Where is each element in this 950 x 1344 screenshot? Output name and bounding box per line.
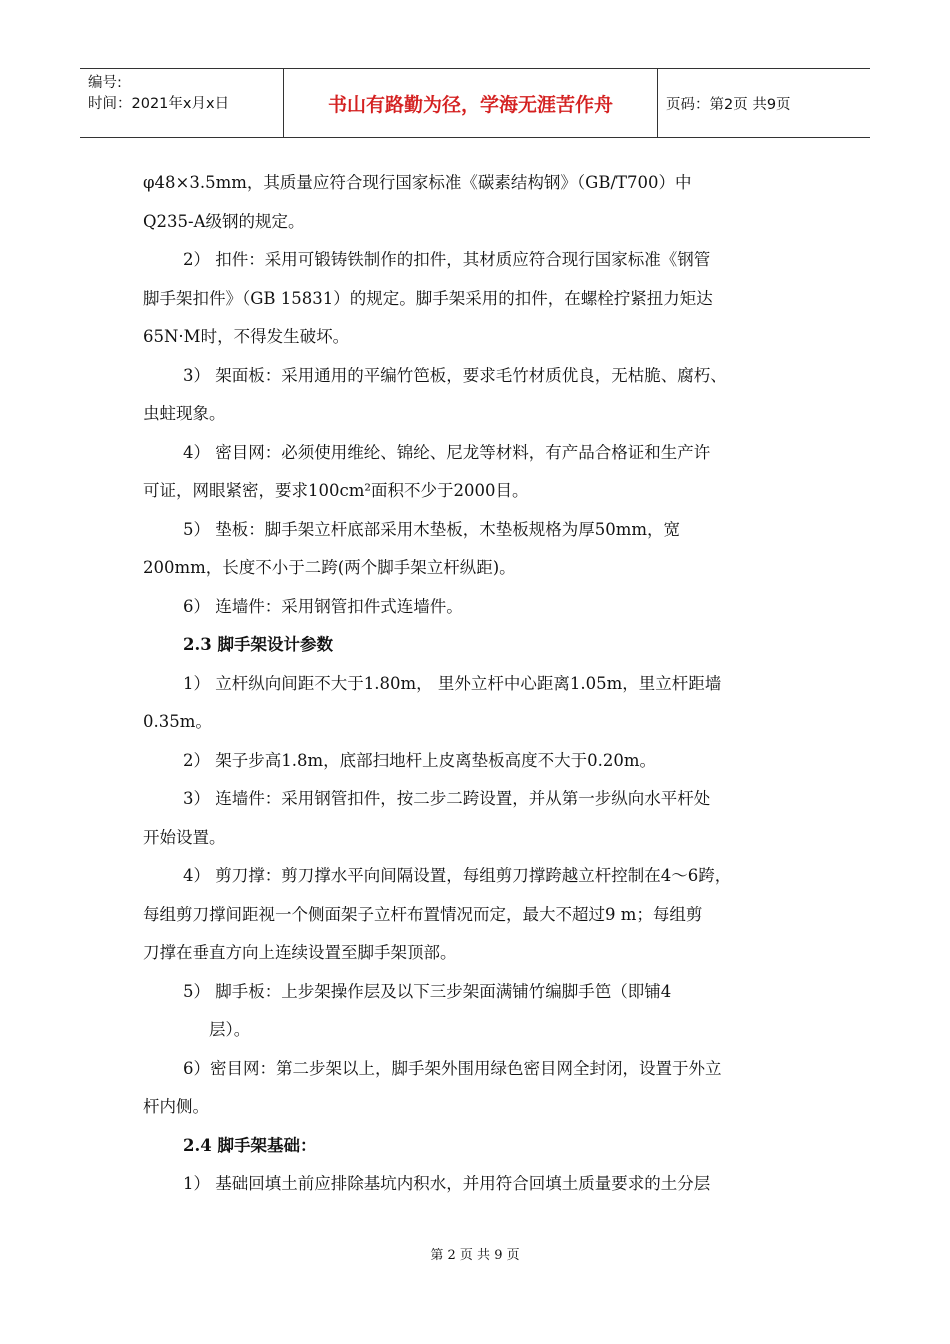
body-line: 可证，网眼紧密，要求100cm²面积不少于2000目。 <box>143 481 529 500</box>
document-number: 编号: <box>88 75 122 91</box>
body-line: 3） 架面板：采用通用的平编竹笆板，要求毛竹材质优良，无枯脆、腐朽、 <box>183 365 727 385</box>
page-footer: 第 2 页 共 9 页 <box>430 1248 520 1263</box>
body-line: 2） 扣件：采用可锻铸铁制作的扣件，其材质应符合现行国家标准《钢管 <box>183 250 711 269</box>
body-line: 5） 脚手板：上步架操作层及以下三步架面满铺竹编脚手笆（即铺4 <box>183 981 672 1001</box>
body-line: 0.35m。 <box>143 712 212 731</box>
document-body <box>143 164 808 1204</box>
body-line: φ48×3.5mm，其质量应符合现行国家标准《碳素结构钢》（GB/T700）中 <box>143 173 692 192</box>
body-line: 4） 密目网：必须使用维纶、锦纶、尼龙等材料，有产品合格证和生产许 <box>183 442 711 462</box>
page-header <box>80 68 870 138</box>
body-line: 200mm，长度不小于二跨(两个脚手架立杆纵距)。 <box>143 558 516 577</box>
header-page-number: 页码：第2页 共9页 <box>666 96 791 113</box>
body-line: 刀撑在垂直方向上连续设置至脚手架顶部。 <box>143 943 457 962</box>
body-line: 4） 剪刀撑：剪刀撑水平向间隔设置，每组剪刀撑跨越立杆控制在4～6跨， <box>183 866 732 885</box>
body-line: 脚手架扣件》（GB 15831）的规定。脚手架采用的扣件，在螺栓拧紧扭力矩达 <box>143 288 713 308</box>
body-line: 5） 垫板：脚手架立杆底部采用木垫板，木垫板规格为厚50mm，宽 <box>183 519 681 539</box>
body-line: Q235-A级钢的规定。 <box>143 211 305 231</box>
body-line: 虫蛀现象。 <box>143 404 226 423</box>
header-info <box>80 69 283 137</box>
section-heading: 2.4 脚手架基础： <box>183 1135 317 1155</box>
body-line: 2） 架子步高1.8m，底部扫地杆上皮离垫板高度不大于0.20m。 <box>183 750 657 770</box>
body-line: 65N·M时，不得发生破坏。 <box>143 327 350 346</box>
body-line: 每组剪刀撑间距视一个侧面架子立杆布置情况而定，最大不超过9 m；每组剪 <box>143 904 703 924</box>
document-time: 时间：2021年x月x日 <box>88 96 230 112</box>
body-line: 1） 立杆纵向间距不大于1.80m， 里外立杆中心距离1.05m，里立杆距墙 <box>183 673 722 693</box>
body-line: 杆内侧。 <box>143 1097 209 1116</box>
body-line: 6） 连墙件：采用钢管扣件式连墙件。 <box>183 596 463 616</box>
body-line: 6）密目网：第二步架以上，脚手架外围用绿色密目网全封闭，设置于外立 <box>183 1058 722 1078</box>
body-line: 开始设置。 <box>143 827 226 847</box>
body-line: 1） 基础回填土前应排除基坑内积水，并用符合回填土质量要求的土分层 <box>183 1174 711 1193</box>
body-line: 层）。 <box>209 1020 251 1039</box>
body-line: 3） 连墙件：采用钢管扣件，按二步二跨设置，并从第一步纵向水平杆处 <box>183 789 711 808</box>
section-heading: 2.3 脚手架设计参数 <box>183 635 333 654</box>
header-motto: 书山有路勤为径，学海无涯苦作舟 <box>283 69 658 137</box>
